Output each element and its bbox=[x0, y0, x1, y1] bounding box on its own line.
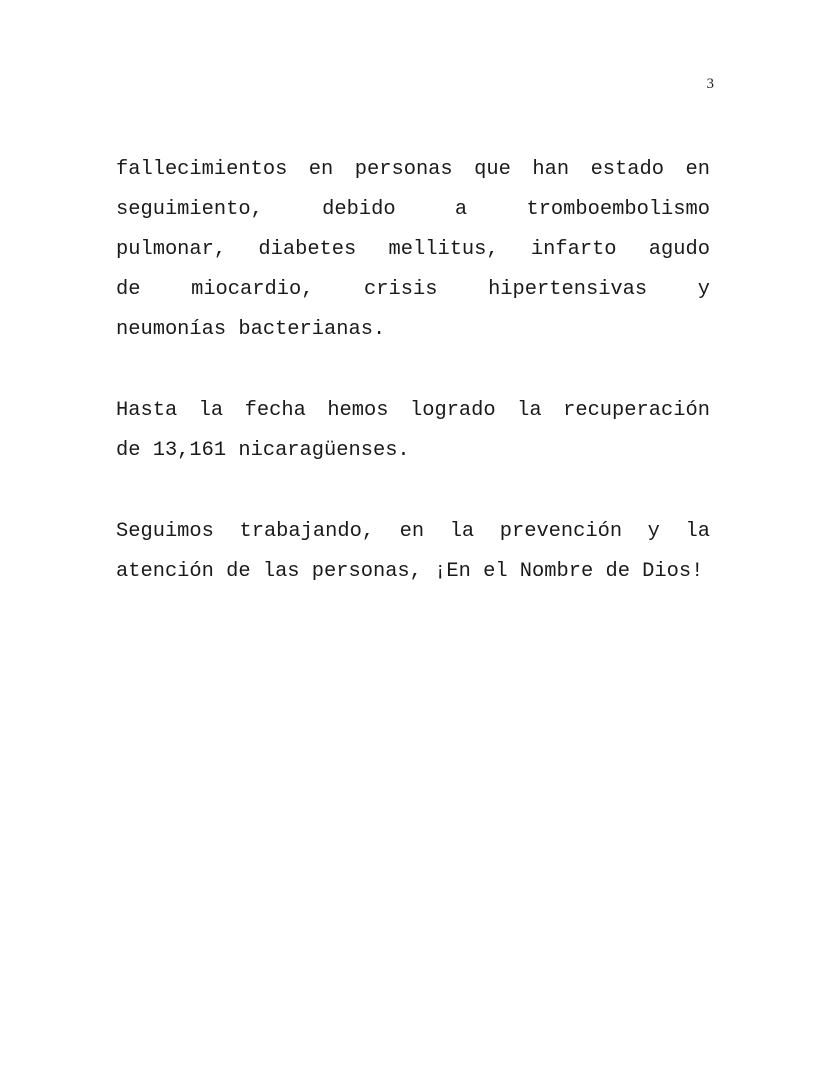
word: fallecimientos bbox=[116, 158, 288, 181]
word: en bbox=[399, 520, 425, 543]
word: han bbox=[532, 158, 570, 181]
word: fecha bbox=[244, 399, 306, 422]
word: de bbox=[116, 278, 141, 301]
paragraph-fallecimientos bbox=[116, 150, 710, 350]
page-number: 3 bbox=[706, 76, 714, 92]
word: pulmonar, bbox=[116, 238, 227, 261]
word: la bbox=[198, 399, 224, 422]
word: recuperación bbox=[563, 399, 710, 422]
word: Hasta bbox=[116, 399, 178, 422]
word: diabetes bbox=[258, 238, 357, 261]
paragraph-line bbox=[116, 230, 710, 270]
word: Seguimos bbox=[116, 520, 214, 543]
paragraph-line bbox=[116, 391, 710, 431]
word: que bbox=[474, 158, 511, 181]
word: seguimiento, bbox=[116, 198, 263, 221]
word: crisis bbox=[364, 278, 438, 301]
word: en bbox=[308, 158, 334, 181]
word: en bbox=[685, 158, 710, 181]
paragraph-line: de 13,161 nicaragüenses. bbox=[116, 439, 410, 462]
word: infarto bbox=[530, 238, 617, 261]
word: miocardio, bbox=[191, 278, 314, 301]
word: la bbox=[685, 520, 710, 543]
word: la bbox=[517, 399, 542, 422]
word: a bbox=[454, 198, 468, 221]
paragraph-recuperacion bbox=[116, 391, 710, 471]
word: agudo bbox=[648, 238, 710, 261]
word: prevención bbox=[499, 520, 623, 543]
word: mellitus, bbox=[388, 238, 499, 261]
word: y bbox=[647, 520, 660, 543]
word: hemos bbox=[327, 399, 389, 422]
word: personas bbox=[354, 158, 453, 181]
paragraph-line bbox=[116, 190, 710, 230]
word: tromboembolismo bbox=[526, 198, 710, 221]
paragraph-line bbox=[116, 270, 710, 310]
paragraph-line bbox=[116, 512, 710, 552]
word: hipertensivas bbox=[488, 278, 648, 301]
paragraph-line bbox=[116, 150, 710, 190]
paragraph-seguimos bbox=[116, 512, 710, 592]
word: la bbox=[449, 520, 475, 543]
paragraph-line: atención de las personas, ¡En el Nombre de Dios! bbox=[116, 560, 704, 583]
word: trabajando, bbox=[239, 520, 375, 543]
word: debido bbox=[322, 198, 396, 221]
word: y bbox=[697, 278, 710, 301]
word: estado bbox=[590, 158, 664, 181]
paragraph-line: neumonías bacterianas. bbox=[116, 318, 386, 341]
word: logrado bbox=[409, 399, 496, 422]
